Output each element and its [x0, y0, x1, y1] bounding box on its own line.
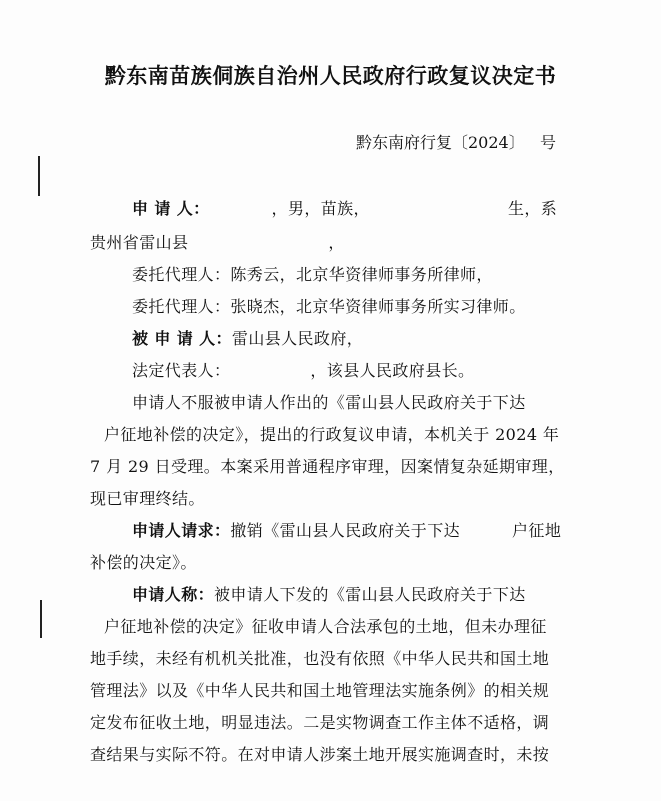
- applicant-address-end: ，: [328, 233, 345, 252]
- legal-rep-label: 法定代表人：: [132, 361, 231, 380]
- agent-label-2: 委托代理人：: [132, 297, 231, 316]
- claims-line-6: 查结果与实际不符。在对申请人涉案土地开展实施调查时，未按: [90, 745, 550, 764]
- legal-rep-line: [132, 358, 474, 381]
- request-text-1: 撤销《雷山县人民政府关于下达: [230, 521, 461, 540]
- agent-text-1: 陈秀云，北京华资律师事务所律师，: [230, 265, 493, 284]
- document-title: 黔东南苗族侗族自治州人民政府行政复议决定书: [104, 63, 557, 88]
- margin-mark-top: [38, 156, 40, 196]
- agent-text-2: 张晓杰，北京华资律师事务所实习律师。: [230, 297, 526, 316]
- request-label: 申请人请求：: [132, 521, 231, 540]
- legal-rep-text: ，该县人民政府县长。: [310, 361, 475, 380]
- agent-line-2: [132, 294, 526, 317]
- respondent-text: 雷山县人民政府，: [231, 329, 364, 348]
- claims-text-1: 被申请人下发的《雷山县人民政府关于下达: [214, 585, 526, 604]
- respondent-line: [132, 326, 363, 349]
- claims-label: 申请人称：: [132, 585, 215, 604]
- agent-label-1: 委托代理人：: [132, 265, 231, 284]
- intro-line-4: 现已审理终结。: [90, 489, 205, 508]
- intro-line-3: 7 月 29 日受理。本案采用普通程序审理，因案情复杂延期审理，: [90, 457, 565, 476]
- applicant-address: 贵州省雷山县: [90, 233, 189, 252]
- applicant-label: 申 请 人：: [132, 199, 210, 218]
- intro-line-1: 申请人不服被申请人作出的《雷山县人民政府关于下达: [132, 393, 526, 412]
- request-line-1: [132, 518, 561, 541]
- claims-line-4: 管理法》以及《中华人民共和国土地管理法实施条例》的相关规: [90, 681, 550, 700]
- applicant-address-line: [90, 230, 345, 253]
- agent-line-1: [132, 262, 493, 285]
- claims-line-2: 户征地补偿的决定》征收申请人合法承包的土地，但未办理征: [104, 617, 547, 636]
- request-text-2: 户征地: [512, 521, 562, 540]
- claims-line-3: 地手续，未经有机机关批准，也没有依照《中华人民共和国土地: [90, 649, 550, 668]
- respondent-label: 被 申 请 人：: [132, 329, 232, 348]
- request-line-2: 补偿的决定》。: [90, 553, 197, 572]
- document-number: 黔东南府行复〔2024〕 号: [356, 133, 556, 152]
- intro-line-2: 户征地补偿的决定》，提出的行政复议申请，本机关于 2024 年: [104, 425, 560, 444]
- applicant-text-2: 生，系: [507, 199, 558, 218]
- applicant-line: [132, 196, 557, 219]
- margin-mark-bottom: [40, 600, 42, 638]
- claims-line-1: [132, 582, 526, 605]
- claims-line-5: 定发布征收土地，明显违法。二是实物调查工作主体不适格，调: [90, 713, 550, 732]
- applicant-text-1: ，男，苗族，: [271, 199, 370, 218]
